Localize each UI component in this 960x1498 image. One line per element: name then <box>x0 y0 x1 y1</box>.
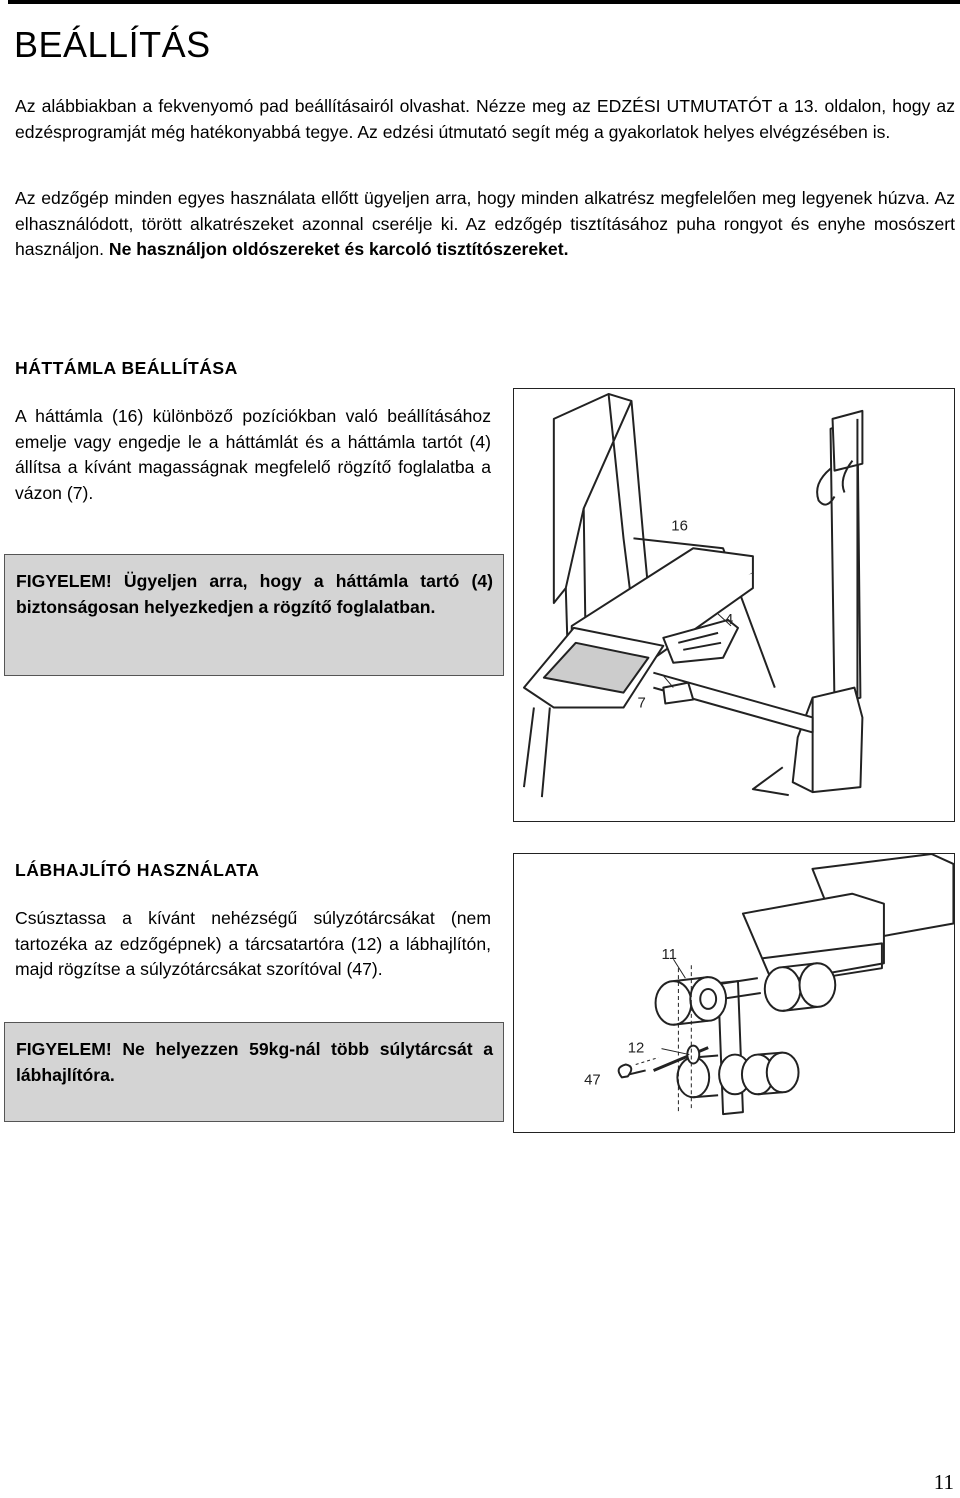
intro-paragraph-1: Az alábbiakban a fekvenyomó pad beállításairól olvashat. Nézze meg az EDZÉSI UTMUTATÓT a 13. oldalon, hogy az edzésprogramját még hatékonyabbá tegye. Az edzési útmutató segít még a gyakorlatok helyes elvégzésében is. <box>15 96 955 142</box>
label-12: 12 <box>627 1040 645 1057</box>
intro-paragraph-2-bold: Ne használjon oldószereket és karcoló tisztítószereket. <box>108 239 569 259</box>
label-4: 4 <box>725 610 734 628</box>
backrest-warning-text: FIGYELEM! Ügyeljen arra, hogy a háttámla tartó (4) biztonságosan helyezkedjen a rögzítő foglalatban. <box>16 571 493 617</box>
page-title: BEÁLLÍTÁS <box>14 24 211 65</box>
leg-text: Csúsztassa a kívánt nehézségű súlyzótárcsákat (nem tartozéka az edzőgépnek) a tárcsatartóra (12) a lábhajlítón, majd rögzítse a súlyzótárcsákat szorítóval (47). <box>15 908 491 979</box>
label-47: 47 <box>584 1072 601 1089</box>
leg-developer-illustration <box>514 854 954 1132</box>
intro-paragraph-2 <box>15 186 955 263</box>
intro-paragraph-2-text: Az edzőgép minden egyes használata ellőtt ügyeljen arra, hogy minden alkatrész megfelelően meg legyenek húzva. Az elhasználódott, törött alkatrészeket azonnal cserélje ki. Az edzőgép tisztításához puha rongyot és enyhe mosószert használjon. <box>15 188 955 259</box>
leg-warning-text: FIGYELEM! Ne helyezzen 59kg-nál több súlytárcsát a lábhajlítóra. <box>16 1039 493 1085</box>
backrest-text: A háttámla (16) különböző pozíciókban való beállításához emelje vagy engedje le a háttámlát és a háttámla tartót (4) állítsa a kívánt magasságnak megfelelő rögzítő foglalatba a vázon (7). <box>15 406 491 503</box>
page-number: 11 <box>933 1470 954 1494</box>
backrest-heading: HÁTTÁMLA BEÁLLÍTÁSA <box>15 358 238 378</box>
top-rule <box>8 0 960 4</box>
bench-illustration <box>514 389 954 821</box>
label-16: 16 <box>671 517 688 535</box>
label-11: 11 <box>661 947 677 964</box>
backrest-figure <box>513 388 955 822</box>
leg-figure <box>513 853 955 1133</box>
leg-warning-box <box>4 1022 504 1122</box>
label-7: 7 <box>637 694 646 712</box>
backrest-warning-box <box>4 554 504 676</box>
leg-heading: LÁBHAJLÍTÓ HASZNÁLATA <box>15 860 260 880</box>
